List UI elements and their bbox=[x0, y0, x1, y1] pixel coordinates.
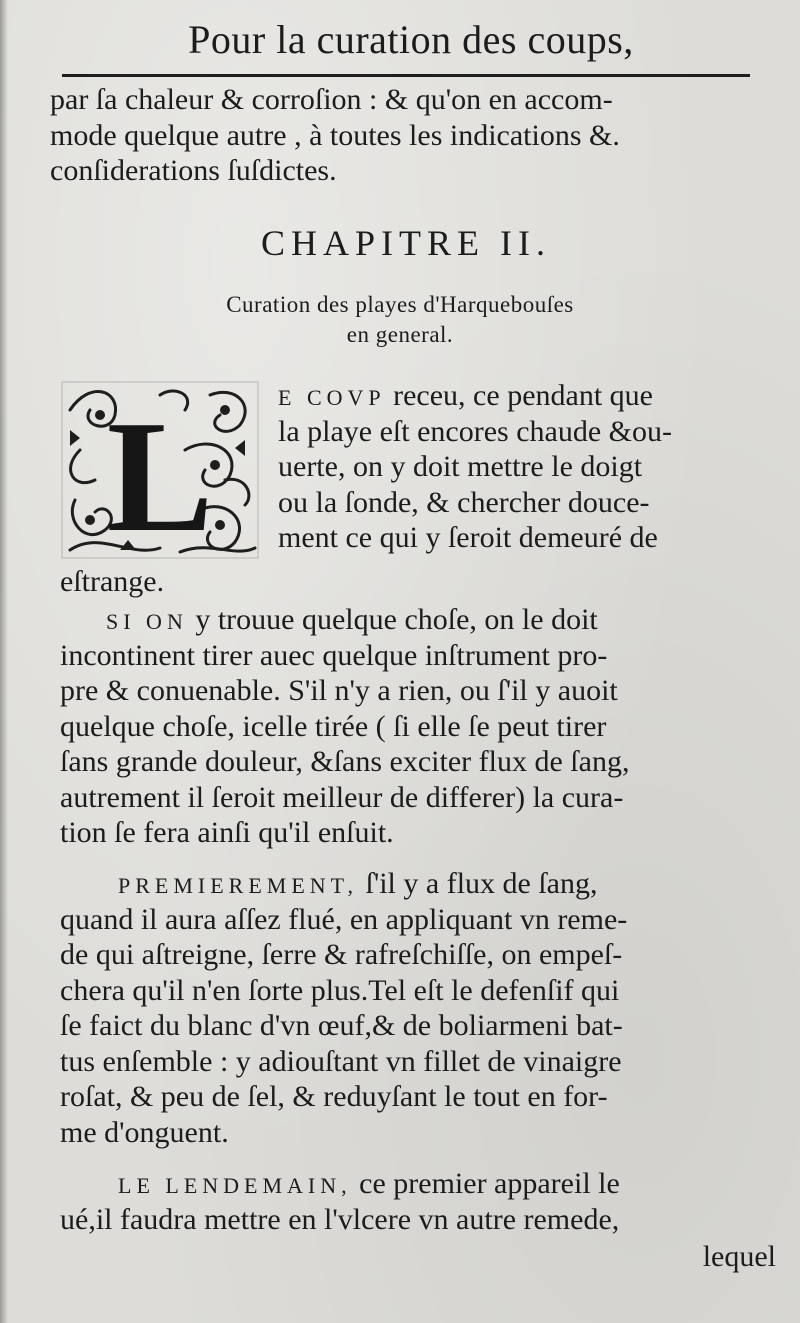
text-line: mode quelque autre , à toutes les indications &. bbox=[50, 118, 620, 152]
text-line: ué,il faudra mettre en l'vlcere vn autre remede, bbox=[60, 1202, 620, 1236]
text-line: ment ce qui y ſeroit demeuré de bbox=[278, 521, 658, 554]
text-line: ou la ſonde, & chercher douce- bbox=[278, 485, 650, 519]
intro-text bbox=[50, 82, 770, 189]
text-line: conſiderations ſuſdictes. bbox=[50, 154, 337, 187]
small-caps-lead: SI ON bbox=[106, 609, 188, 634]
paragraph-1-tail bbox=[60, 564, 780, 600]
running-head: Pour la curation des coups, bbox=[188, 17, 634, 62]
text-line: autrement il ſeroit meilleur de differer) la cura- bbox=[60, 780, 624, 814]
text-line: quelque choſe, icelle tirée ( ſi elle ſe peut tirer bbox=[60, 709, 607, 743]
header-rule bbox=[62, 74, 750, 77]
text-line: roſat, & peu de ſel, & reduyſant le tout en for- bbox=[60, 1080, 608, 1113]
paragraph-1-wrapped bbox=[278, 378, 768, 556]
chapter-subtitle-line-1: Curation des playes d'Harquebouſes bbox=[226, 292, 574, 317]
text-line: PREMIEREMENT, ſ'il y a flux de ſang, bbox=[118, 867, 598, 900]
small-caps-lead: E COVP bbox=[278, 385, 386, 410]
paragraph-3 bbox=[60, 866, 780, 1150]
ornamental-drop-cap bbox=[60, 380, 260, 560]
text-line: chera qu'il n'en ſorte plus.Tel eſt le defenſif qui bbox=[60, 973, 620, 1007]
text-line: ſans grande douleur, &ſans exciter flux de ſang, bbox=[60, 745, 630, 778]
drop-cap-letter: L bbox=[106, 387, 214, 560]
text-line: de qui aſtreigne, ſerre & rafreſchiſſe, on empeſ- bbox=[60, 938, 623, 971]
text-line: LE LENDEMAIN, ce premier appareil le bbox=[118, 1167, 620, 1200]
paragraph-4 bbox=[60, 1166, 780, 1237]
page-gutter-shadow bbox=[0, 0, 8, 1323]
text-line: incontinent tirer auec quelque inſtrument pro- bbox=[60, 638, 608, 672]
text-line: tion ſe fera ainſi qu'il enſuit. bbox=[60, 816, 394, 849]
text-line: E COVP receu, ce pendant que bbox=[278, 379, 653, 412]
text-line: me d'onguent. bbox=[60, 1115, 229, 1149]
text-line: par ſa chaleur & corroſion : & qu'on en accom- bbox=[50, 83, 613, 116]
paragraph-2 bbox=[60, 602, 780, 851]
chapter-title: CHAPITRE II. bbox=[261, 223, 551, 263]
text-line: eſtrange. bbox=[60, 565, 165, 598]
text-line: SI ON y trouue quelque choſe, on le doit bbox=[106, 603, 598, 636]
text-line: pre & conuenable. S'il n'y a rien, ou ſ'il y auoit bbox=[60, 674, 618, 707]
text-line: quand il aura aſſez flué, en appliquant vn reme- bbox=[60, 902, 628, 936]
small-caps-lead: PREMIEREMENT, bbox=[118, 873, 358, 898]
small-caps-lead: LE LENDEMAIN, bbox=[118, 1173, 352, 1198]
chapter-subtitle-line-2: en general. bbox=[346, 322, 454, 347]
text-line: ſe faict du blanc d'vn œuf,& de boliarmeni bat- bbox=[60, 1009, 623, 1042]
text-line: tus enſemble : y adiouſtant vn fillet de vinaigre bbox=[60, 1044, 622, 1078]
text-line: uerte, on y doit mettre le doigt bbox=[278, 450, 643, 483]
catchword: lequel bbox=[702, 1240, 776, 1273]
text-line: la playe eſt encores chaude &ou- bbox=[278, 414, 672, 448]
